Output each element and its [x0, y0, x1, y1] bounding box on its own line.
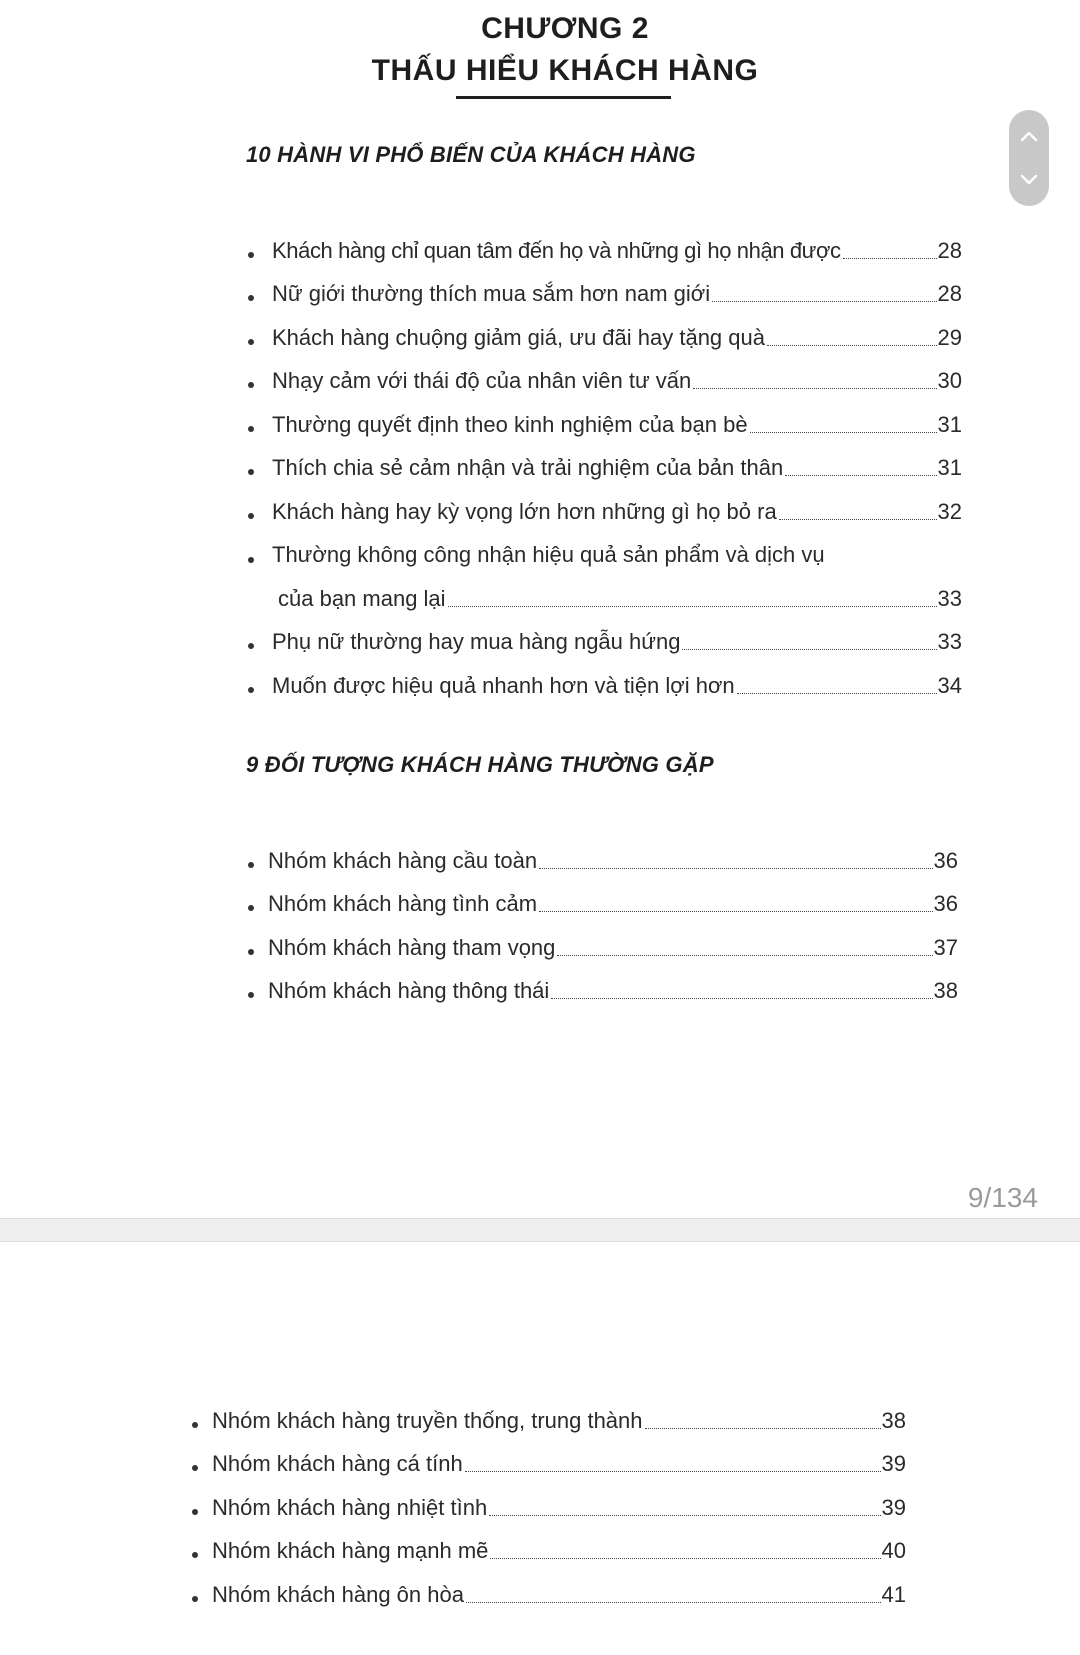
toc-item-page: 39: [881, 1451, 906, 1476]
toc-item-page: 40: [881, 1538, 906, 1563]
toc-item-text: Phụ nữ thường hay mua hàng ngẫu hứng: [272, 629, 681, 654]
bullet-icon: [248, 513, 254, 519]
toc-item-page: 38: [881, 1407, 906, 1433]
bullet-icon: [248, 905, 254, 911]
toc-item[interactable]: [248, 272, 962, 316]
toc-item-page: 32: [937, 498, 962, 524]
toc-item-page: 28: [937, 281, 962, 306]
toc-item-text: Nhóm khách hàng cá tính: [212, 1451, 463, 1476]
toc-item-page: 33: [937, 629, 962, 654]
dot-leader: [767, 345, 937, 346]
dot-leader: [539, 911, 932, 912]
toc-item-text-line1: Thường không công nhận hiệu quả sản phẩm và dịch vụ: [272, 541, 825, 567]
bullet-icon: [192, 1596, 198, 1602]
toc-item[interactable]: [192, 1572, 906, 1616]
section-heading: 9 ĐỐI TƯỢNG KHÁCH HÀNG THƯỜNG GẶP: [246, 752, 714, 777]
bullet-icon: [248, 252, 254, 258]
bullet-icon: [248, 557, 254, 563]
dot-leader: [448, 606, 937, 607]
toc-item-page: 30: [937, 368, 962, 393]
dot-leader: [682, 649, 936, 650]
dot-leader: [712, 301, 936, 302]
bullet-icon: [248, 469, 254, 475]
chapter-label: CHƯƠNG 2: [481, 12, 649, 45]
toc-item-text: Muốn được hiệu quả nhanh hơn và tiện lợi hơn: [272, 672, 735, 698]
toc-item-text: Nhóm khách hàng ôn hòa: [212, 1581, 464, 1607]
toc-item[interactable]: [248, 446, 962, 490]
page-scroll-control: [1009, 110, 1049, 206]
toc-item[interactable]: [248, 925, 958, 969]
bullet-icon: [248, 949, 254, 955]
toc-item[interactable]: [192, 1398, 906, 1442]
page-indicator: 9/134: [967, 1182, 1038, 1213]
toc-item-page: 41: [881, 1581, 906, 1607]
dot-leader: [645, 1428, 881, 1429]
title-underline: [456, 96, 671, 99]
page-separator: [0, 1218, 1080, 1242]
chevron-down-icon: [1020, 174, 1038, 186]
toc-item-page: 37: [933, 934, 958, 960]
bullet-icon: [248, 862, 254, 868]
toc-item[interactable]: [248, 620, 962, 664]
toc-item-page: 31: [937, 455, 962, 480]
toc-item[interactable]: [248, 489, 962, 533]
toc-item[interactable]: [248, 228, 962, 272]
toc-item-text: Nhóm khách hàng cầu toàn: [268, 847, 538, 873]
toc-item-text: Thường quyết định theo kinh nghiệm của bạn bè: [272, 411, 748, 437]
toc-item-page: 36: [933, 891, 958, 916]
toc-item[interactable]: [248, 969, 958, 1013]
toc-list-customer-types: [248, 838, 958, 1012]
scroll-up-button[interactable]: [1009, 116, 1049, 156]
toc-item[interactable]: [248, 315, 962, 359]
toc-item-text: Nhạy cảm với thái độ của nhân viên tư vấn: [272, 368, 692, 393]
dot-leader: [465, 1471, 881, 1472]
dot-leader: [843, 258, 937, 259]
dot-leader: [785, 475, 936, 476]
toc-item[interactable]: [192, 1442, 906, 1486]
chapter-title: THẤU HIỂU KHÁCH HÀNG: [371, 54, 759, 87]
dot-leader: [557, 955, 932, 956]
toc-item[interactable]: [248, 838, 958, 882]
dot-leader: [551, 998, 932, 999]
bullet-icon: [192, 1552, 198, 1558]
bullet-icon: [248, 382, 254, 388]
toc-item[interactable]: [192, 1485, 906, 1529]
scroll-down-button[interactable]: [1009, 160, 1049, 200]
toc-item-text: Thích chia sẻ cảm nhận và trải nghiệm của bản thân: [272, 455, 784, 480]
toc-item-page: 38: [933, 978, 958, 1003]
section-heading: 10 HÀNH VI PHỔ BIẾN CỦA KHÁCH HÀNG: [246, 142, 696, 167]
toc-item[interactable]: [248, 402, 962, 446]
toc-item-page: 36: [933, 847, 958, 873]
toc-item-text: Nhóm khách hàng thông thái: [268, 978, 550, 1003]
chevron-up-icon: [1020, 130, 1038, 142]
toc-item-text: Nhóm khách hàng tham vọng: [268, 934, 556, 960]
bullet-icon: [248, 295, 254, 301]
dot-leader: [489, 1515, 880, 1516]
dot-leader: [750, 432, 937, 433]
dot-leader: [466, 1602, 881, 1603]
bullet-icon: [192, 1509, 198, 1515]
dot-leader: [737, 693, 937, 694]
toc-item[interactable]: [248, 533, 962, 620]
toc-item-page: 28: [937, 237, 962, 263]
toc-item-text: Nữ giới thường thích mua sắm hơn nam giới: [272, 281, 711, 306]
toc-list-next-page: [192, 1398, 906, 1616]
toc-item-text: Nhóm khách hàng mạnh mẽ: [212, 1538, 489, 1563]
bullet-icon: [248, 687, 254, 693]
toc-item-page: 34: [937, 672, 962, 698]
toc-list-behaviors: [248, 228, 962, 707]
toc-item-text: Khách hàng chỉ quan tâm đến họ và những gì họ nhận được: [272, 237, 841, 263]
toc-item-text: Nhóm khách hàng nhiệt tình: [212, 1494, 488, 1520]
toc-item-text-line2: của bạn mang lại: [278, 585, 446, 611]
dot-leader: [490, 1558, 880, 1559]
dot-leader: [693, 388, 936, 389]
toc-item-page: 33: [937, 585, 962, 611]
dot-leader: [779, 519, 937, 520]
toc-item-text: Khách hàng hay kỳ vọng lớn hơn những gì họ bỏ ra: [272, 498, 777, 524]
toc-item-text: Nhóm khách hàng truyền thống, trung thành: [212, 1407, 643, 1433]
bullet-icon: [248, 339, 254, 345]
toc-item[interactable]: [248, 882, 958, 926]
toc-item-page: 31: [937, 411, 962, 437]
bullet-icon: [248, 643, 254, 649]
toc-item[interactable]: [248, 359, 962, 403]
toc-item-text: Nhóm khách hàng tình cảm: [268, 891, 538, 916]
toc-item-text: Khách hàng chuộng giảm giá, ưu đãi hay tặng quà: [272, 324, 765, 350]
bullet-icon: [248, 426, 254, 432]
bullet-icon: [192, 1465, 198, 1471]
toc-item-page: 39: [881, 1494, 906, 1520]
bullet-icon: [192, 1422, 198, 1428]
dot-leader: [539, 868, 932, 869]
bullet-icon: [248, 992, 254, 998]
toc-item[interactable]: [248, 663, 962, 707]
toc-item[interactable]: [192, 1529, 906, 1573]
toc-item-page: 29: [937, 324, 962, 350]
